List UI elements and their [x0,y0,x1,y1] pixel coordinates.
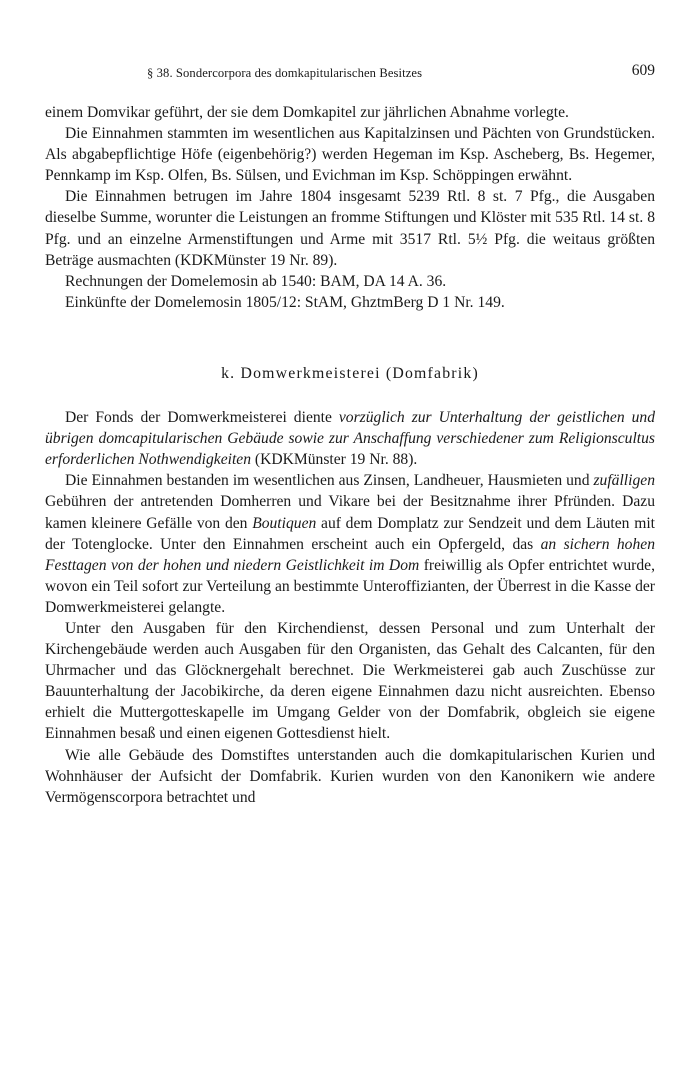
text-run: (KDKMünster 19 Nr. 88). [251,451,418,469]
source-reference-accounts: Rechnungen der Domelemosin ab 1540: BAM, DA 14 A. 36. [65,272,447,290]
page-number: 609 [631,62,655,79]
paragraph-fabric-income [45,470,655,618]
text-run: freiwillig als Opfer entrichtet wurde, wovon ein Teil sofort zur Verteilung an bestimmte Unteroffizianten, der Überrest in die Kasse der Domwerkmeisterei gelangte. [45,556,655,616]
running-head-title: § 38. Sondercorpora des domkapitularischen Besitzes [147,66,423,80]
source-reference-revenues: Einkünfte der Domelemosin 1805/12: StAM, GhztmBerg D 1 Nr. 149. [65,293,505,311]
text-run: Die Einnahmen bestanden im wesentlichen aus Zinsen, Landheuer, Hausmieten und [65,472,594,490]
quoted-text: vorzüglich zur Unterhaltung der geistlichen und übrigen domcapitularischen Gebäude sowie zur Anschaffung verschiedener zum Religionscultus erforderlichen Nothwendigkeiten [45,409,655,469]
section-heading: k. Domwerkmeisterei (Domfabrik) [221,364,479,382]
running-head [45,56,655,82]
paragraph-income-1804: Die Einnahmen betrugen im Jahre 1804 insgesamt 5239 Rtl. 8 st. 7 Pfg., die Ausgaben dieselbe Summe, worunter die Leistungen an fromme Stiftungen und Klöster mit 535 Rtl. 14 st. 8 Pfg. und an einzelne Armenstiftungen und Arme mit 3517 Rtl. 5½ Pfg. die weitaus größten Beträge ausmachten (KDKMünster 19 Nr. 89). [45,188,655,269]
book-page [45,56,655,808]
text-run: Der Fonds der Domwerkmeisterei diente [65,409,339,427]
paragraph-fund-purpose [45,407,655,470]
paragraph-continued: einem Domvikar geführt, der sie dem Domkapitel zur jährlichen Abnahme vorlegte. [45,104,569,121]
paragraph-curiae: Wie alle Gebäude des Domstiftes unterstanden auch die domkapitularischen Kurien und Wohnhäuser der Aufsicht der Domfabrik. Kurien wurden von den Kanonikern wie andere Vermögenscorpora betrachtet und [45,746,655,806]
quoted-text: zufälligen [593,472,655,490]
quoted-text: an sichern hohen Festtagen von der hohen und niedern Geistlichkeit im Dom [45,535,655,574]
text-run: Gebühren der antretenden Domherren und Vikare bei der Besitznahme ihrer Pfründen. Dazu kamen kleinere Gefälle von den [45,493,655,532]
paragraph-expenditures: Unter den Ausgaben für den Kirchendienst, dessen Personal und zum Unterhalt der Kirchengebäude werden auch Ausgaben für den Organisten, das Gehalt des Calcanten, für den Uhrmacher und das Glöcknergehalt berechnet. Die Werkmeisterei gab auch Zuschüsse zur Bauunterhaltung der Jacobikirche, da deren eigene Einnahmen dazu nicht ausreichten. Ebenso erhielt die Muttergotteskapelle im Umgang Gelder von der Domfabrik, obgleich sie eigene Einnahmen besaß und einen eigenen Gottesdienst hielt. [45,619,655,743]
paragraph-income-sources: Die Einnahmen stammten im wesentlichen aus Kapitalzinsen und Pächten von Grundstücken. Als abgabepflichtige Höfe (eigenbehörig?) werden Hegeman im Ksp. Ascheberg, Bs. Hegemer, Pennkamp im Ksp. Olfen, Bs. Sülsen, und Evichman im Ksp. Schöppingen erwähnt. [45,125,655,185]
quoted-text: Boutiquen [252,514,317,532]
text-run: auf dem Domplatz zur Sendzeit und dem Läuten mit der Totenglocke. Unter den Einnahmen erscheint auch ein Opfergeld, das [45,514,655,553]
